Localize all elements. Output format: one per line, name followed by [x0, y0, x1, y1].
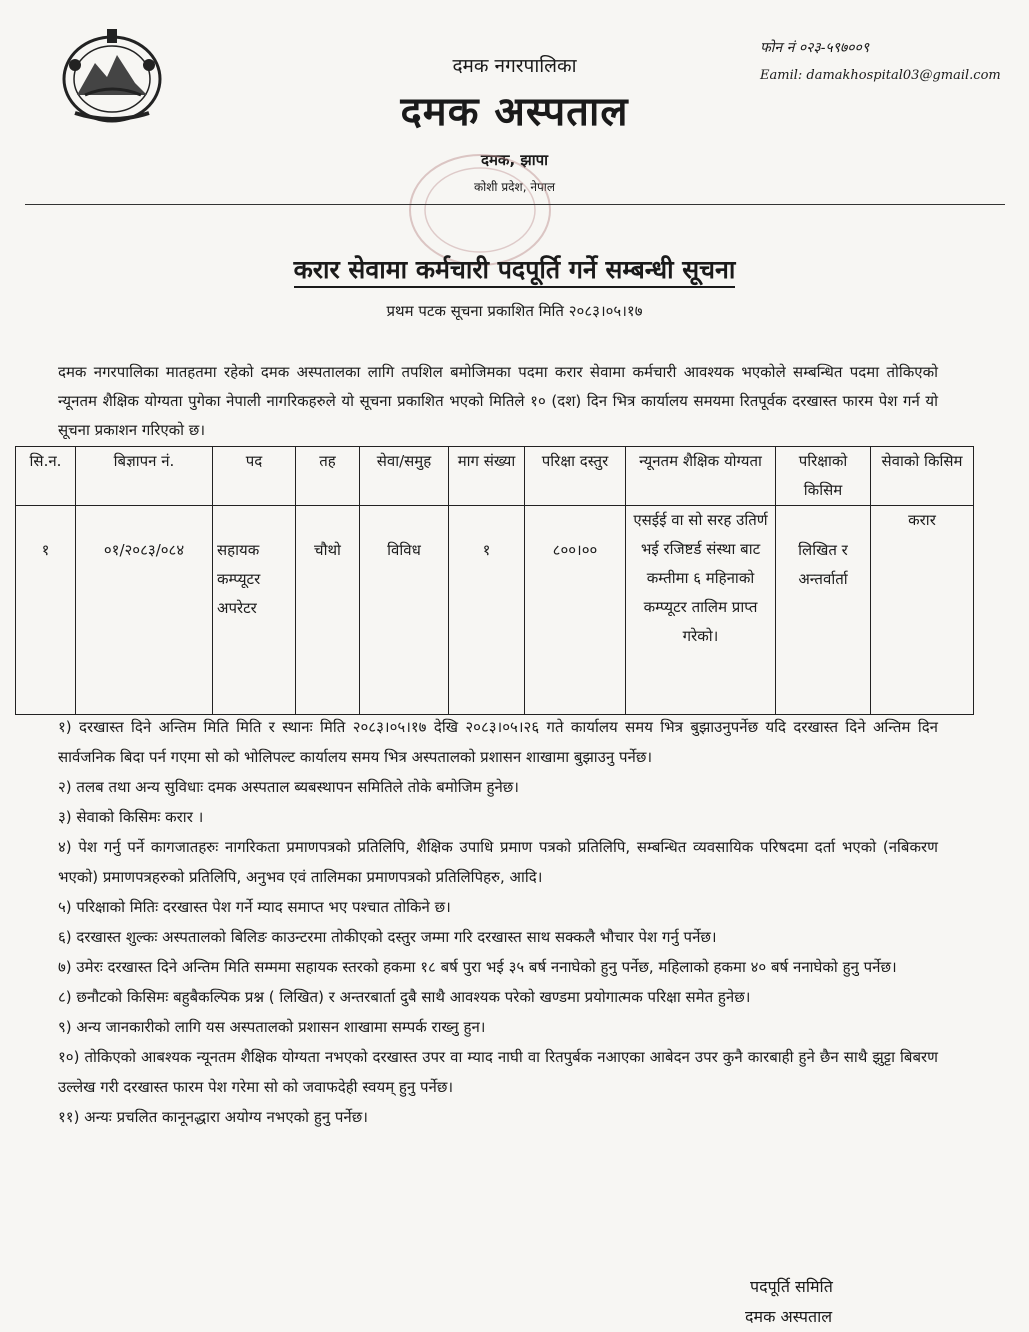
cell-post: सहायक कम्प्यूटर अपरेटर [213, 506, 296, 715]
cell-exam-type: लिखित र अन्तर्वार्ता [776, 506, 871, 715]
condition-item: ४) पेश गर्नु पर्ने कागजातहरुः नागरिकता प्रमाणपत्रको प्रतिलिपि, शैक्षिक उपाधि प्रमाण पत्रको प्रतिलिपि, सम्बन्धित व्यवसायिक परिषदमा दर्ता भएको (नबिकरण भएको) प्रमाणपत्रहरुको प्रतिलिपि, अनुभव एवं तालिमका प्रमाणपत्रको प्रतिलिपिहरु, आदि। [58, 838, 938, 886]
condition-item: ११) अन्यः प्रचलित कानूनद्धारा अयोग्य नभएको हुनु पर्नेछ। [58, 1108, 368, 1126]
email-address: Eamil: damakhospital03@gmail.com [760, 68, 1001, 83]
notice-title-text: करार सेवामा कर्मचारी पदपूर्ति गर्ने सम्बन्धी सूचना [294, 255, 736, 288]
table-row [16, 506, 974, 715]
header-exam-type: परिक्षाको किसिम [776, 447, 871, 506]
hospital-name: दमक अस्पताल [400, 89, 629, 135]
condition-item: १) दरखास्त दिने अन्तिम मिति मिति र स्थानः मिति २०८३।०५।१७ देखि २०८३।०५।२६ गते कार्यालय समय भित्र बुझाउनुपर्नेछ यदि दरखास्त दिने अन्तिम दिन सार्वजनिक बिदा पर्न गएमा सो को भोलिपल्ट कार्यालय समय भित्र अस्पतालको प्रशासन शाखामा बुझाउनु पर्नेछ। [58, 718, 938, 766]
condition-item: ५) परिक्षाको मितिः दरखास्त पेश गर्ने म्याद समाप्त भए पश्चात तोकिने छ। [58, 898, 451, 916]
header-post: पद [213, 447, 296, 506]
published-date: प्रथम पटक सूचना प्रकाशित मिति २०८३।०५।१७ [386, 302, 643, 320]
header-service-type: सेवाको किसिम [871, 447, 974, 506]
notice-title [0, 252, 1029, 286]
cell-service: विविध [360, 506, 449, 715]
vacancy-table [15, 446, 974, 715]
header-level: तह [296, 447, 360, 506]
header-service: सेवा/समुह [360, 447, 449, 506]
header-demand: माग संख्या [449, 447, 525, 506]
signature-committee: पदपूर्ति समिति [750, 1277, 833, 1296]
phone-number: फोन नं ०२३-५९७००९ [760, 40, 870, 56]
header-divider [25, 204, 1005, 205]
cell-demand: १ [449, 506, 525, 715]
cell-adv-no: ०१/२०८३/०८४ [76, 506, 213, 715]
conditions-list [58, 712, 938, 1132]
header-adv-no: बिज्ञापन नं. [76, 447, 213, 506]
condition-item: ८) छनौटको किसिमः बहुबैकल्पिक प्रश्न ( लिखित) र अन्तरबार्ता दुबै साथै आवश्यक परेको खण्डमा प्रयोगात्मक परिक्षा समेत हुनेछ। [58, 988, 751, 1006]
cell-level: चौथो [296, 506, 360, 715]
notice-intro: दमक नगरपालिका मातहतमा रहेको दमक अस्पतालका लागि तपशिल बमोजिमका पदमा करार सेवामा कर्मचारी आवश्यक भएकोले सम्बन्धित पदमा तोकिएको न्यूनतम शैक्षिक योग्यता पुगेका नेपाली नागरिकहरुले यो सूचना प्रकाशित भएको मितिले १० (दश) दिन भित्र कार्यालय समयमा रितपूर्वक दरखास्त फारम पेश गर्न यो सूचना प्रकाशन गरिएको छ। [58, 363, 938, 439]
hospital-place: दमक, झापा [480, 151, 548, 169]
header-qualification: न्यूनतम शैक्षिक योग्यता [626, 447, 776, 506]
condition-item: ६) दरखास्त शुल्कः अस्पतालको बिलिङ काउन्टरमा तोकीएको दस्तुर जम्मा गरि दरखास्त साथ सक्कलै भौचार पेश गर्नु पर्नेछ। [58, 928, 717, 946]
municipality-name: दमक नगरपालिका [452, 55, 577, 77]
condition-item: ३) सेवाको किसिमः करार । [58, 808, 204, 826]
cell-qualification: एसईई वा सो सरह उतिर्ण भई रजिष्टर्ड संस्था बाट कम्तीमा ६ महिनाको कम्प्यूटर तालिम प्राप्त गरेको। [626, 506, 776, 715]
condition-item: ९) अन्य जानकारीको लागि यस अस्पतालको प्रशासन शाखामा सम्पर्क राख्नु हुन। [58, 1018, 486, 1036]
condition-item: २) तलब तथा अन्य सुविधाः दमक अस्पताल ब्यबस्थापन समितिले तोके बमोजिम हुनेछ। [58, 778, 519, 796]
condition-item: १०) तोकिएको आबश्यक न्यूनतम शैक्षिक योग्यता नभएको दरखास्त उपर वा म्याद नाघी वा रितपुर्बक नआएका आबेदन उपर कुनै कारबाही हुने छैन साथै झुट्टा बिबरण उल्लेख गरी दरखास्त फारम पेश गरेमा सो को जवाफदेही स्वयम् हुनु पर्नेछ। [58, 1048, 938, 1096]
cell-service-type: करार [871, 506, 974, 715]
table-header-row [16, 447, 974, 506]
condition-item: ७) उमेरः दरखास्त दिने अन्तिम मिति सम्ममा सहायक स्तरको हकमा १८ बर्ष पुरा भई ३५ बर्ष ननाघेको हुनु पर्नेछ, महिलाको हकमा ४० बर्ष ननाघेको हुनु पर्नेछ। [58, 958, 897, 976]
hospital-province: कोशी प्रदेश, नेपाल [473, 180, 556, 194]
header-sn: सि.न. [16, 447, 76, 506]
signature-hospital: दमक अस्पताल [745, 1307, 833, 1326]
cell-fee: ८००।०० [525, 506, 626, 715]
header-fee: परिक्षा दस्तुर [525, 447, 626, 506]
cell-sn: १ [16, 506, 76, 715]
